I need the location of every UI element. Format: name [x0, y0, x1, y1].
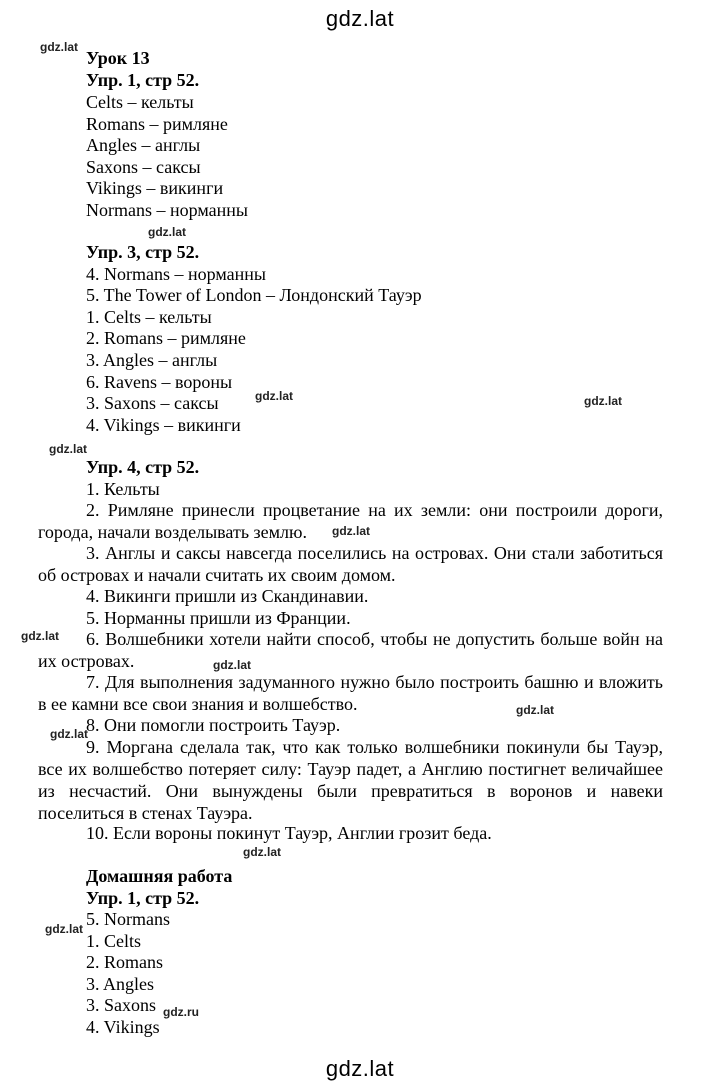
- watermark: gdz.lat: [584, 394, 622, 408]
- page-header: gdz.lat: [325, 6, 395, 31]
- watermark: gdz.lat: [148, 225, 186, 239]
- paragraph: 3. Англы и саксы навсегда поселились на островах. Они стали заботиться об островах и начали считать их своим домом.: [38, 543, 663, 585]
- watermark: gdz.lat: [49, 442, 87, 456]
- list-item: Vikings – викинги: [86, 178, 224, 198]
- list-item: Celts – кельты: [86, 92, 194, 112]
- exercise-heading: Упр. 1, стр 52.: [86, 888, 200, 908]
- paragraph: 9. Моргана сделала так, что как только волшебники покинули бы Тауэр, все их волшебство потеряет силу: Тауэр падет, а Англию постигнет величайшее из несчастий. Они вынуждены были превратиться в воронов и навеки поселиться в стенах Тауэра.: [38, 737, 663, 823]
- paragraph: 4. Викинги пришли из Скандинавии.: [86, 586, 369, 606]
- paragraph: 10. Если вороны покинут Тауэр, Англии грозит беда.: [86, 823, 492, 843]
- list-item: Saxons – саксы: [86, 157, 201, 177]
- list-item: 3. Saxons: [86, 995, 157, 1015]
- paragraph: 1. Кельты: [86, 479, 160, 499]
- lesson-title: Урок 13: [86, 48, 150, 68]
- paragraph: 8. Они помогли построить Тауэр.: [86, 715, 341, 735]
- watermark: gdz.lat: [50, 727, 88, 741]
- exercise-heading: Упр. 1, стр 52.: [86, 70, 200, 90]
- list-item: Normans – норманны: [86, 200, 248, 220]
- list-item: 2. Romans: [86, 952, 164, 972]
- list-item: 3. Angles – англы: [86, 350, 218, 370]
- watermark: gdz.lat: [45, 922, 83, 936]
- watermark-ru: gdz.ru: [163, 1005, 199, 1019]
- list-item: 4. Vikings – викинги: [86, 415, 241, 435]
- paragraph: 2. Римляне принесли процветание на их земли: они построили дороги, города, начали возделывать землю.: [38, 500, 663, 542]
- list-item: 4. Vikings: [86, 1017, 160, 1037]
- watermark: gdz.lat: [213, 658, 251, 672]
- list-item: 6. Ravens – вороны: [86, 372, 233, 392]
- watermark: gdz.lat: [516, 703, 554, 717]
- watermark: gdz.lat: [255, 389, 293, 403]
- list-item: Angles – англы: [86, 135, 201, 155]
- homework-heading: Домашняя работа: [86, 866, 233, 886]
- page-footer: gdz.lat: [325, 1056, 395, 1081]
- list-item: 5. The Tower of London – Лондонский Тауэр: [86, 285, 422, 305]
- list-item: 4. Normans – норманны: [86, 264, 266, 284]
- exercise-heading: Упр. 3, стр 52.: [86, 242, 200, 262]
- paragraph: 6. Волшебники хотели найти способ, чтобы не допустить больше войн на их островах.: [38, 629, 663, 671]
- watermark: gdz.lat: [40, 40, 78, 54]
- paragraph: 5. Норманны пришли из Франции.: [86, 608, 351, 628]
- list-item: 5. Normans: [86, 909, 170, 929]
- watermark: gdz.lat: [21, 629, 59, 643]
- list-item: 1. Celts: [86, 931, 142, 951]
- watermark: gdz.lat: [332, 524, 370, 538]
- list-item: 1. Celts – кельты: [86, 307, 212, 327]
- watermark: gdz.lat: [243, 845, 281, 859]
- list-item: 3. Angles: [86, 974, 155, 994]
- list-item: 2. Romans – римляне: [86, 328, 246, 348]
- list-item: Romans – римляне: [86, 114, 228, 134]
- paragraph: 7. Для выполнения задуманного нужно было построить башню и вложить в ее камни все свои знания и волшебство.: [38, 672, 663, 714]
- list-item: 3. Saxons – саксы: [86, 393, 219, 413]
- exercise-heading: Упр. 4, стр 52.: [86, 457, 200, 477]
